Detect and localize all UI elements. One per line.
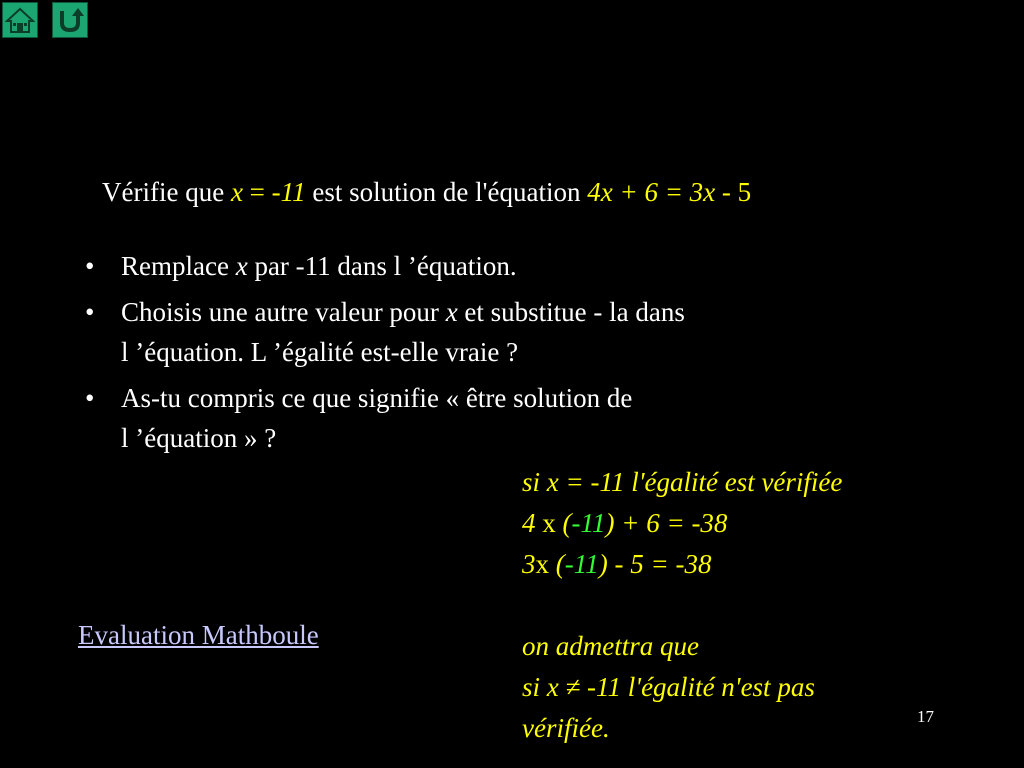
line2-result: + 6 = -38 [614,508,728,538]
exercise-title [102,174,751,210]
admission-line-3: vérifiée. [522,713,610,743]
line3-open: ( [549,549,565,579]
line3-times: x [535,549,549,579]
verification-line-1: si x = -11 l'égalité est vérifiée [522,467,843,497]
title-eq-sign: = [242,177,272,207]
bullet-marker: • [85,251,95,281]
title-equation-left: 4x + 6 = 3 [587,177,704,207]
item2-text-a: Choisis une autre valeur pour [121,297,446,327]
verification-line-2 [522,503,842,544]
item2-x: x [445,297,458,327]
instruction-item-2 [85,292,845,372]
item2-text-b: et substitue - la dans [457,297,685,327]
return-button[interactable] [52,2,88,38]
instruction-item-1 [85,246,845,286]
verification-line-3 [522,544,842,585]
admission-block [522,626,815,749]
title-value: -11 [271,177,306,207]
title-equation-right: - 5 [715,177,752,207]
line2-times: x [535,508,563,538]
home-icon [5,6,35,34]
line3-coef: 3 [522,549,536,579]
verification-block [522,462,842,585]
page-number: 17 [917,707,934,726]
line2-close: ) [605,508,615,538]
home-button[interactable] [2,2,38,38]
instruction-item-3 [85,378,845,458]
item1-x: x [235,251,248,281]
line2-open: ( [562,508,572,538]
item3-text-b: l ’équation » ? [121,423,277,453]
item3-text-a: As-tu compris ce que signifie « être solution de [121,383,633,413]
line3-close: ) [598,549,608,579]
bullet-marker: • [85,297,95,327]
admission-line-1: on admettra que [522,631,699,661]
evaluation-mathboule-link[interactable]: Evaluation Mathboule [78,620,319,650]
admission-line-2: si x ≠ -11 l'égalité n'est pas [522,672,815,702]
title-x: x [230,177,243,207]
line2-value: -11 [571,508,606,538]
title-prefix: Vérifie que [102,177,231,207]
title-middle: est solution de l'équation [305,177,588,207]
bullet-marker: • [85,383,95,413]
item2-text-c: l ’équation. L ’égalité est-elle vraie ? [121,337,519,367]
return-icon [55,5,85,35]
line2-coef: 4 [522,508,536,538]
line3-result: - 5 = -38 [607,549,712,579]
item1-text-b: par -11 dans l ’équation. [247,251,517,281]
title-equation-x: x [703,177,716,207]
line3-value: -11 [564,549,599,579]
instruction-list [85,246,845,464]
item1-text-a: Remplace [121,251,236,281]
